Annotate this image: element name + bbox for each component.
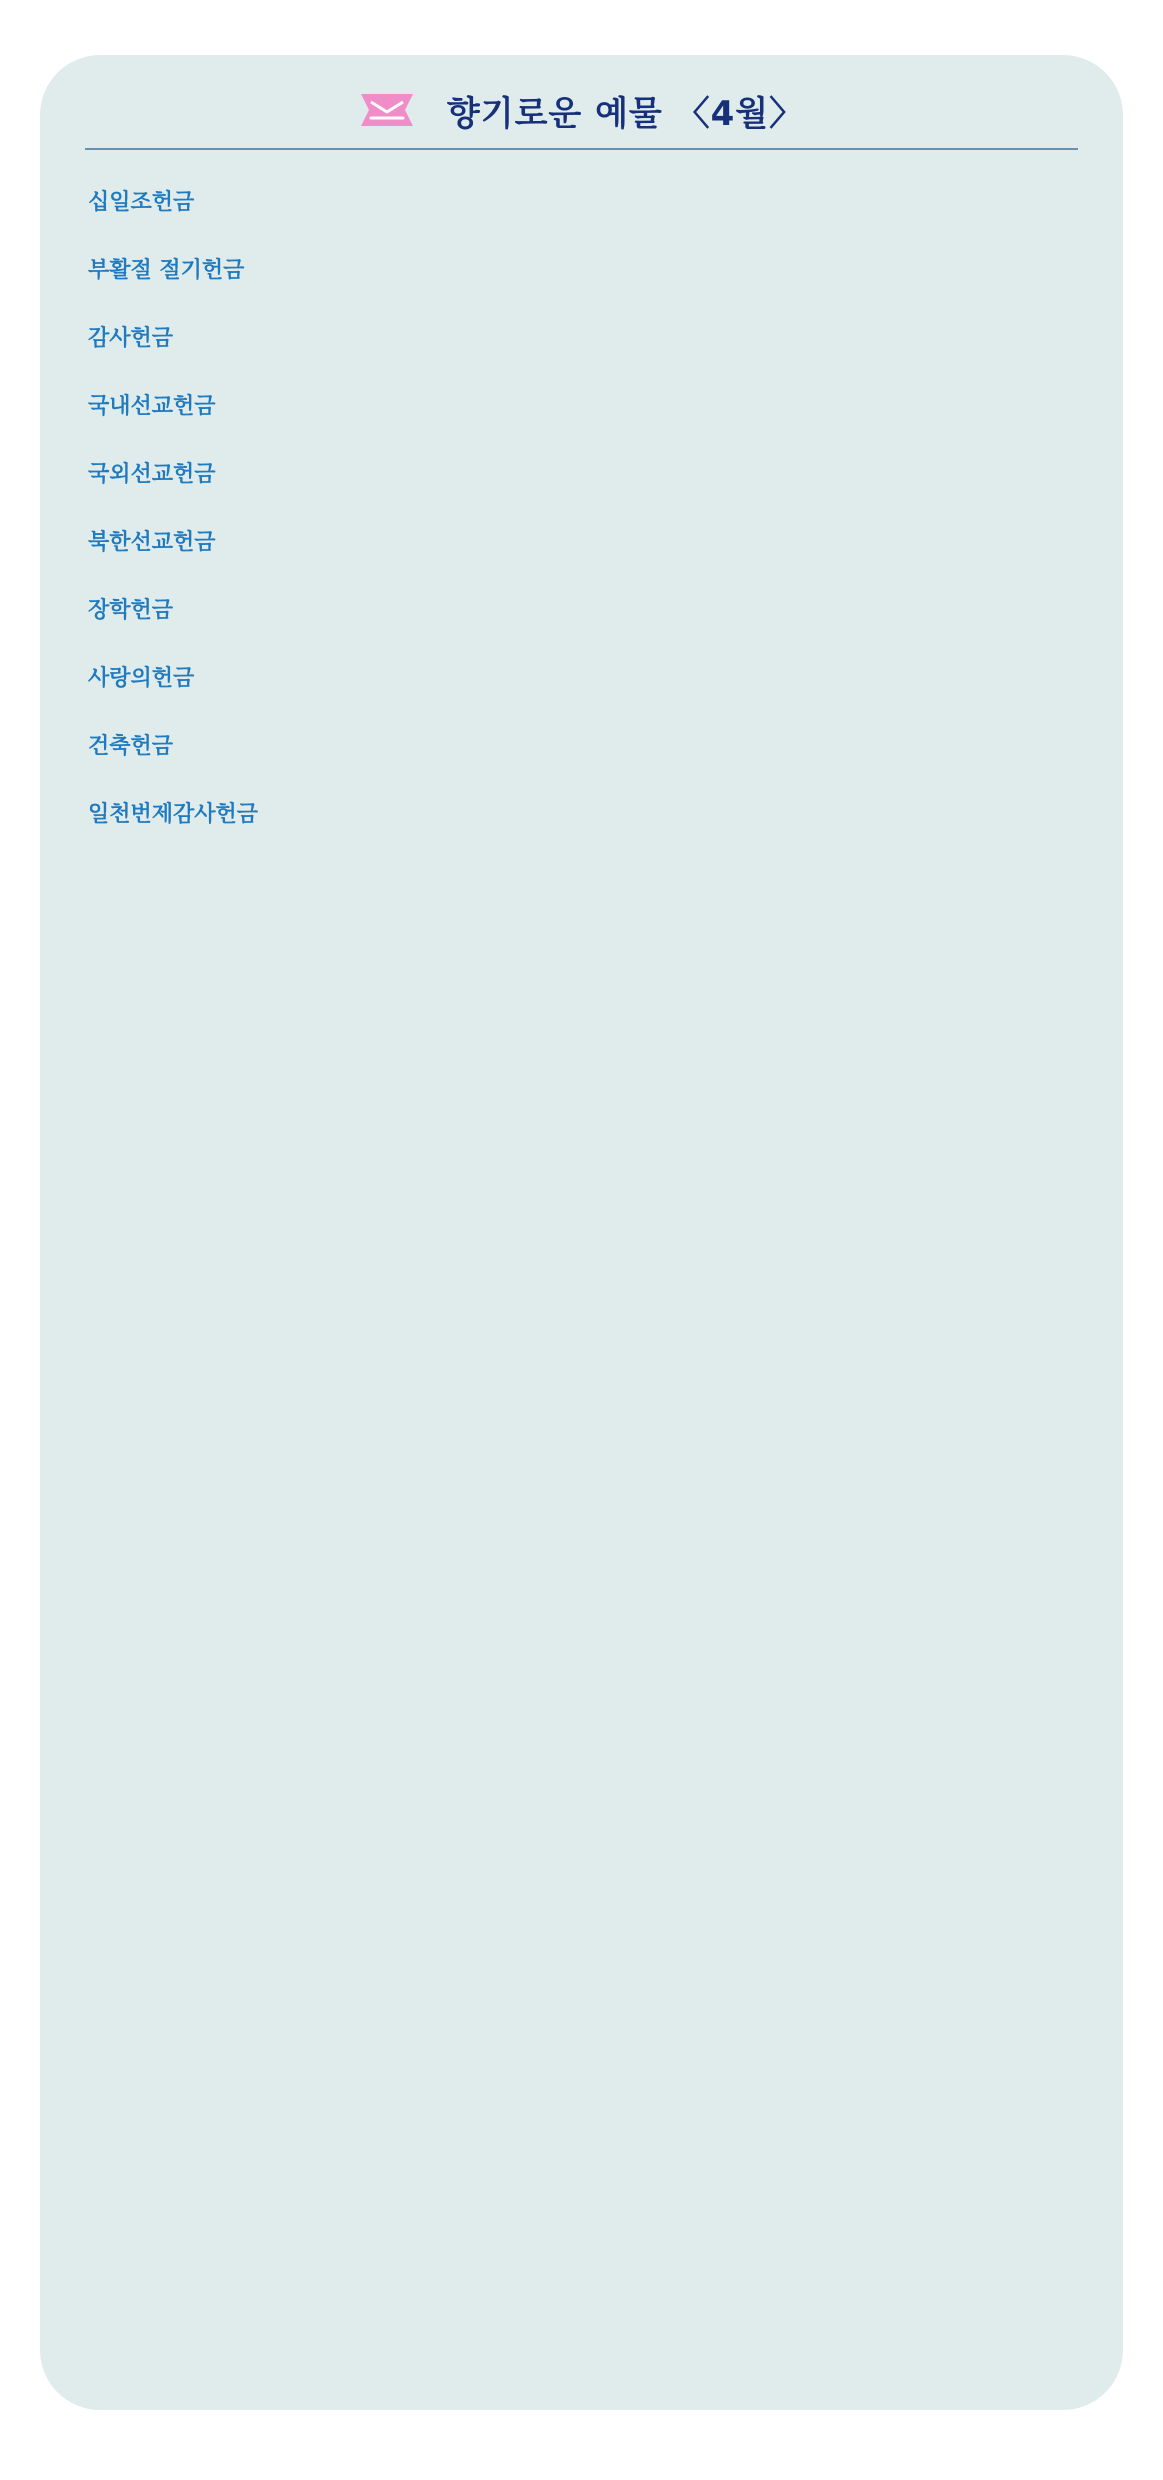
section-title: 장학헌금 [88, 598, 174, 623]
section-title: 일천번제감사헌금 [88, 802, 259, 827]
offering-section [88, 189, 1083, 231]
offering-section [88, 461, 1083, 503]
offering-section [88, 529, 1083, 571]
envelope-icon [359, 90, 415, 130]
section-title: 십일조헌금 [88, 190, 195, 215]
section-title: 국외선교헌금 [88, 462, 216, 487]
offering-section [88, 597, 1083, 639]
offering-card [40, 55, 1123, 2410]
section-title: 감사헌금 [88, 326, 174, 351]
section-title: 북한선교헌금 [88, 530, 216, 555]
section-title: 사랑의헌금 [88, 666, 195, 691]
offering-section [88, 733, 1083, 775]
title-divider [85, 148, 1078, 150]
page-title: 향기로운 예물 〈4월〉 [446, 93, 805, 134]
section-title: 건축헌금 [88, 734, 174, 759]
offering-section [88, 665, 1083, 707]
section-title: 부활절 절기헌금 [88, 258, 245, 283]
header [40, 75, 1123, 145]
section-title: 국내선교헌금 [88, 394, 216, 419]
offering-section [88, 801, 1083, 843]
offering-list [88, 165, 1083, 851]
offering-section [88, 325, 1083, 367]
offering-section [88, 393, 1083, 435]
offering-section [88, 257, 1083, 299]
